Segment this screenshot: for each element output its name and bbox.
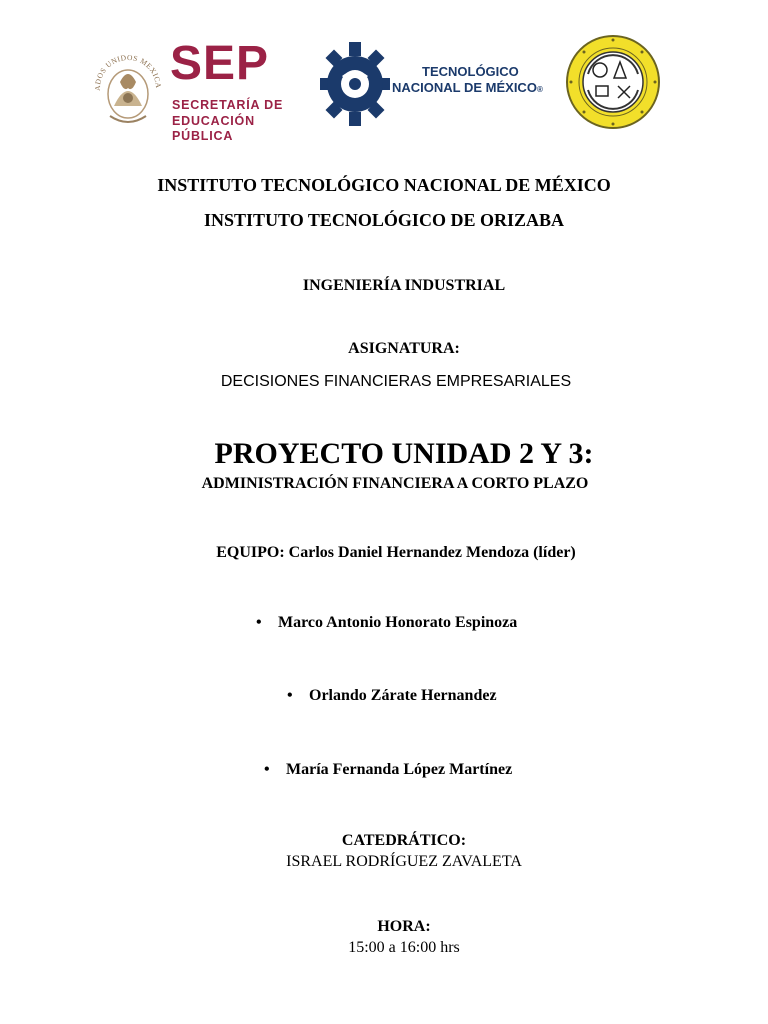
tecnm-gear-logo bbox=[320, 40, 390, 128]
sep-logo-line1: SECRETARÍA DE bbox=[172, 98, 284, 112]
team-member-3: María Fernanda López Martínez bbox=[286, 761, 513, 778]
institution-line1: INSTITUTO TECNOLÓGICO NACIONAL DE MÉXICO bbox=[157, 175, 611, 195]
escudo-text: ADOS UNIDOS MEXICA bbox=[92, 52, 164, 91]
tecnm-line2: NACIONAL DE MÉXICO® bbox=[392, 80, 543, 95]
list-item bbox=[256, 614, 517, 632]
bullet-icon: • bbox=[256, 614, 262, 631]
project-title: PROYECTO UNIDAD 2 Y 3: bbox=[214, 437, 594, 470]
career: INGENIERÍA INDUSTRIAL bbox=[302, 277, 506, 294]
institution-line2: INSTITUTO TECNOLÓGICO DE ORIZABA bbox=[204, 210, 564, 230]
mexico-coat-of-arms-logo bbox=[92, 36, 164, 132]
team-member-2: Orlando Zárate Hernandez bbox=[309, 687, 497, 704]
ito-seal-logo bbox=[560, 34, 666, 130]
schedule-label: HORA: bbox=[377, 918, 431, 935]
list-item bbox=[264, 761, 512, 779]
teacher-label: CATEDRÁTICO: bbox=[341, 832, 467, 849]
team-member-1: Marco Antonio Honorato Espinoza bbox=[278, 614, 518, 631]
tecnm-logo-text bbox=[392, 64, 552, 98]
project-subtitle: ADMINISTRACIÓN FINANCIERA A CORTO PLAZO bbox=[201, 475, 589, 492]
bullet-icon: • bbox=[287, 687, 293, 704]
list-item bbox=[287, 687, 497, 705]
schedule-value: 15:00 a 16:00 hrs bbox=[348, 939, 460, 956]
team-leader: EQUIPO: Carlos Daniel Hernandez Mendoza (líder) bbox=[216, 544, 576, 561]
bullet-icon: • bbox=[264, 761, 270, 778]
sep-logo bbox=[170, 37, 310, 143]
teacher-name: ISRAEL RODRÍGUEZ ZAVALETA bbox=[286, 853, 522, 870]
subject-name: DECISIONES FINANCIERAS EMPRESARIALES bbox=[220, 373, 572, 390]
sep-logo-line2: EDUCACIÓN PÚBLICA bbox=[172, 114, 255, 143]
sep-logo-word: SEP bbox=[170, 37, 270, 90]
tecnm-line1: TECNOLÓGICO bbox=[422, 64, 519, 79]
subject-label: ASIGNATURA: bbox=[348, 340, 460, 357]
